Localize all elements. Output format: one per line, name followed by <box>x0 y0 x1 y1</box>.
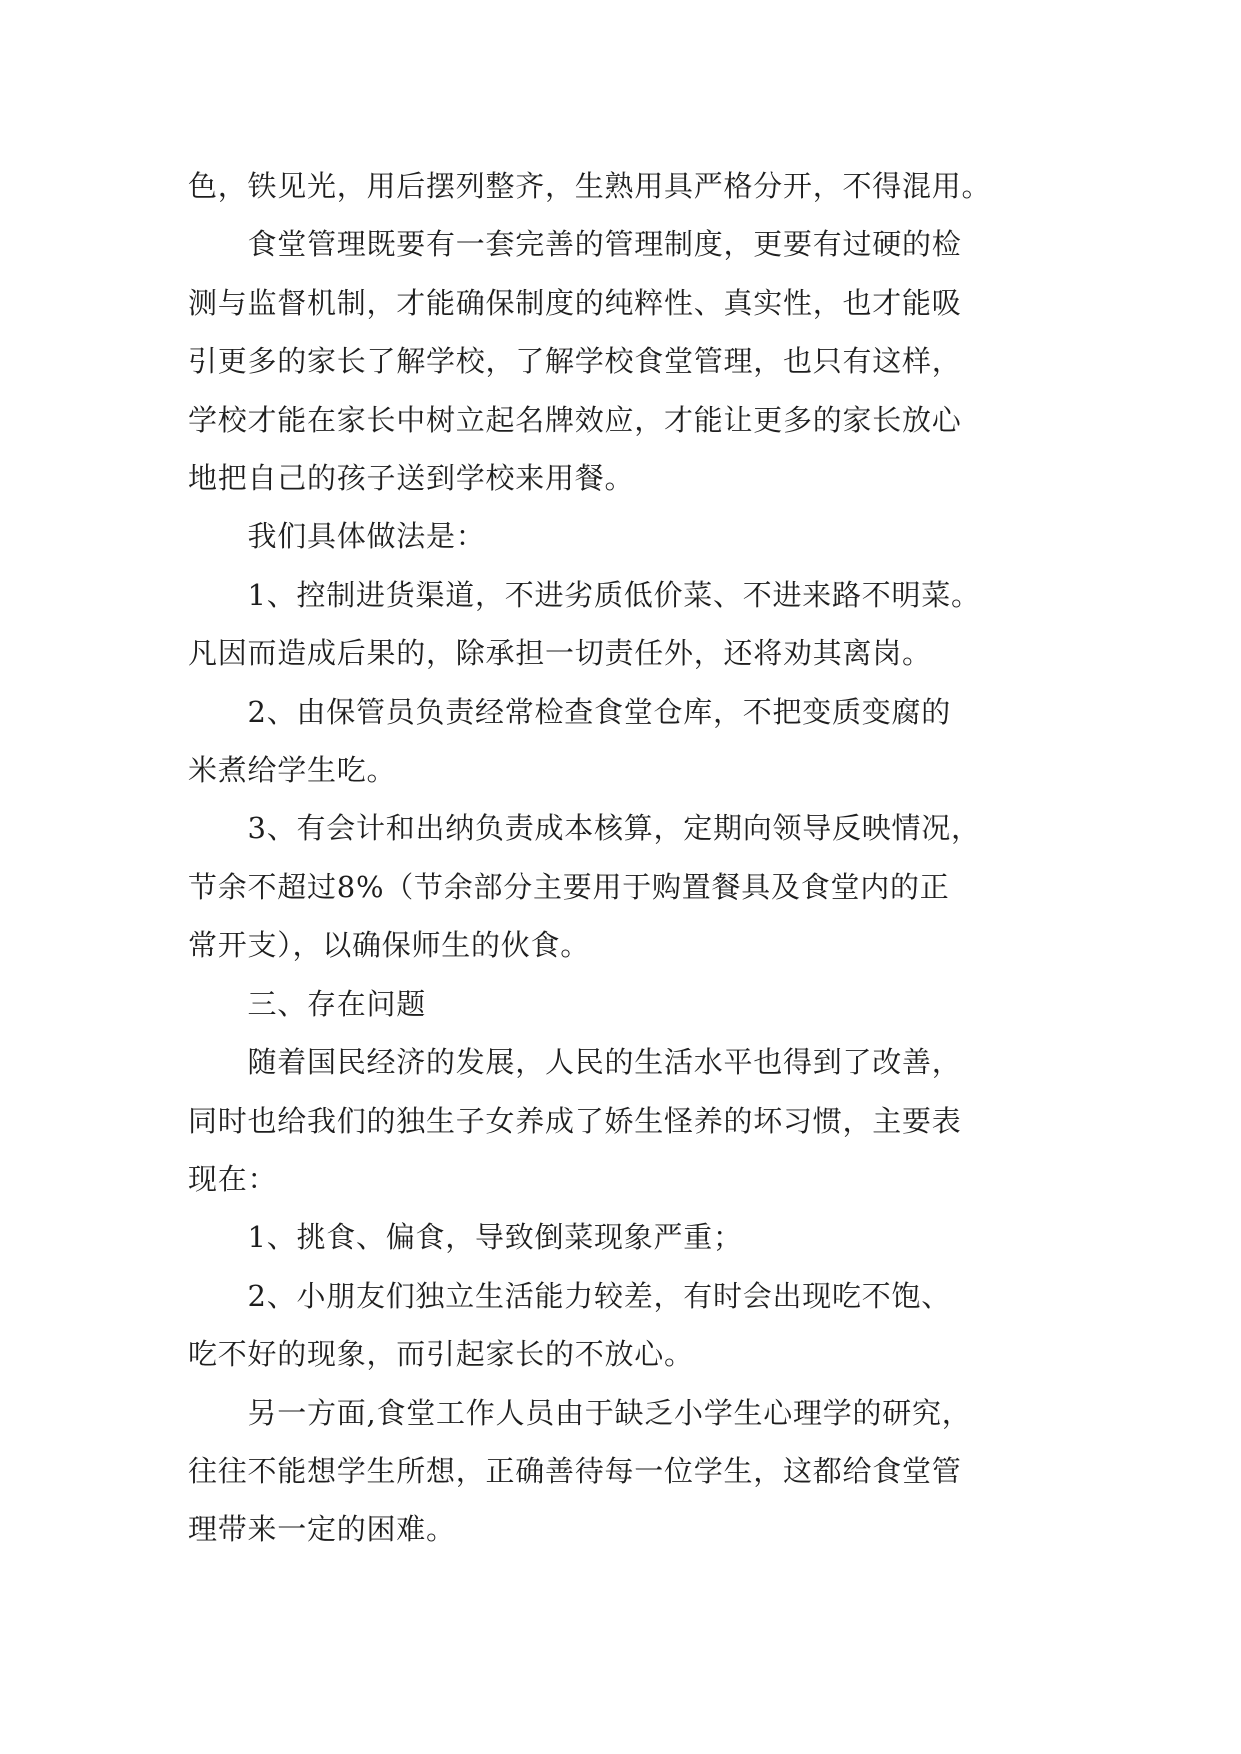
text-line: 理带来一定的困难。 <box>188 1512 456 1547</box>
text-line: 我们具体做法是： <box>188 519 486 554</box>
text-line: 米煮给学生吃。 <box>188 753 397 788</box>
text-line: 1、控制进货渠道，不进劣质低价菜、不进来路不明菜。 <box>188 577 981 612</box>
text-line: 吃不好的现象，而引起家长的不放心。 <box>188 1337 694 1372</box>
text-line: 2、由保管员负责经常检查食堂仓库，不把变质变腐的 <box>188 694 951 729</box>
text-line: 凡因而造成后果的，除承担一切责任外，还将劝其离岗。 <box>188 636 932 671</box>
text-line: 地把自己的孩子送到学校来用餐。 <box>188 461 635 496</box>
text-line: 常开支），以确保师生的伙食。 <box>188 928 591 963</box>
text-line: 1、挑食、偏食，导致倒菜现象严重； <box>188 1220 743 1255</box>
text-line: 同时也给我们的独生子女养成了娇生怪养的坏习惯，主要表 <box>188 1103 962 1138</box>
text-line: 引更多的家长了解学校，了解学校食堂管理，也只有这样， <box>188 344 962 379</box>
text-line: 2、小朋友们独立生活能力较差，有时会出现吃不饱、 <box>188 1278 951 1313</box>
text-line: 随着国民经济的发展，人民的生活水平也得到了改善， <box>188 1045 962 1080</box>
text-line: 节余不超过8%（节余部分主要用于购置餐具及食堂内的正 <box>188 869 950 904</box>
text-line: 食堂管理既要有一套完善的管理制度，更要有过硬的检 <box>188 227 962 262</box>
text-line: 另一方面,食堂工作人员由于缺乏小学生心理学的研究， <box>188 1395 972 1430</box>
text-line: 3、有会计和出纳负责成本核算，定期向领导反映情况， <box>188 811 981 846</box>
document-body <box>188 157 1058 1559</box>
text-line: 测与监督机制，才能确保制度的纯粹性、真实性，也才能吸 <box>188 285 962 320</box>
section-heading: 三、存在问题 <box>188 986 427 1021</box>
text-line: 现在： <box>188 1161 278 1196</box>
text-line: 往往不能想学生所想，正确善待每一位学生，这都给食堂管 <box>188 1453 962 1488</box>
text-line: 学校才能在家长中树立起名牌效应，才能让更多的家长放心 <box>188 402 962 437</box>
text-line: 色，铁见光，用后摆列整齐，生熟用具严格分开，不得混用。 <box>188 169 992 203</box>
